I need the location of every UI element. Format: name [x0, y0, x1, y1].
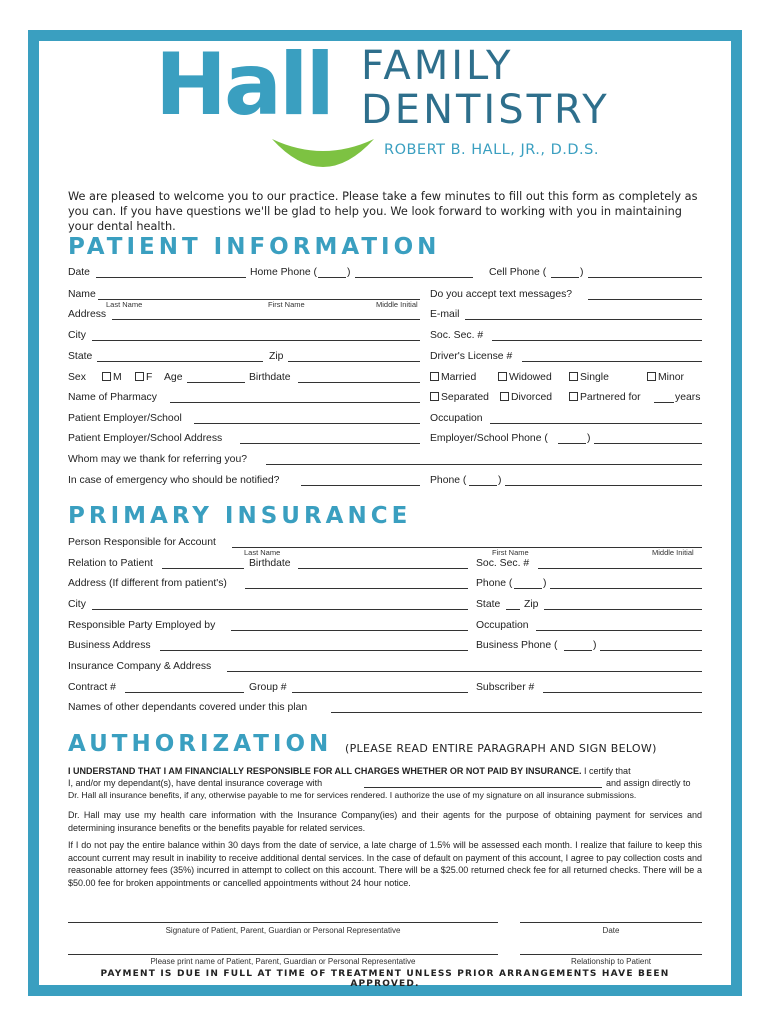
ins-birthdate-label: Birthdate — [249, 558, 291, 569]
patient-information-heading: PATIENT INFORMATION — [68, 234, 441, 260]
benefits-text: Dr. Hall all insurance benefits, if any, otherwise payable to me for services rendered. I authorize the use of my signature on all insurance submissions. — [68, 790, 637, 800]
years-label: years — [675, 392, 701, 403]
zip-label: Zip — [269, 351, 284, 362]
logo-family-text: FAMILY — [361, 43, 514, 89]
business-phone-close: ) — [593, 640, 597, 651]
date-label: Date — [68, 267, 90, 278]
financial-responsibility-statement: I UNDERSTAND THAT I AM FINANCIALLY RESPONSIBLE FOR ALL CHARGES WHETHER OR NOT PAID BY INSURANCE. — [68, 766, 582, 776]
single-option[interactable] — [569, 372, 609, 384]
city-label: City — [68, 330, 86, 341]
pharmacy-label: Name of Pharmacy — [68, 392, 157, 403]
drivers-license-label: Driver's License # — [430, 351, 513, 362]
emergency-label: In case of emergency who should be notified? — [68, 475, 280, 486]
middle-initial-hint: Middle Initial — [376, 300, 418, 309]
home-phone-close: ) — [347, 267, 351, 278]
logo-dentistry-text: DENTISTRY — [361, 87, 610, 133]
checkbox-icon — [500, 392, 509, 401]
logo-hall-wordmark: Hall — [155, 35, 332, 135]
checkbox-icon — [569, 372, 578, 381]
cell-phone-close: ) — [580, 267, 584, 278]
name-label: Name — [68, 289, 96, 300]
checkbox-icon — [430, 392, 439, 401]
employer-address-label: Patient Employer/School Address — [68, 433, 223, 444]
employed-by-field[interactable] — [231, 630, 468, 631]
referral-field[interactable] — [266, 464, 702, 465]
birthdate-label: Birthdate — [249, 372, 291, 383]
ins-occupation-field[interactable] — [536, 630, 702, 631]
ins-phone-area-field[interactable] — [514, 588, 542, 589]
business-phone-field[interactable] — [600, 650, 702, 651]
checkbox-icon — [569, 392, 578, 401]
payment-footer: PAYMENT IS DUE IN FULL AT TIME OF TREATMENT UNLESS PRIOR ARRANGEMENTS HAVE BEEN APPROVED. — [100, 969, 670, 989]
employer-label: Patient Employer/School — [68, 413, 182, 424]
address-field[interactable] — [112, 319, 420, 320]
ins-phone-field[interactable] — [550, 588, 702, 589]
smile-logo-icon — [268, 135, 378, 175]
ins-birthdate-field[interactable] — [298, 568, 468, 569]
sex-f-label: F — [146, 372, 153, 383]
ins-last-name-hint: Last Name — [244, 548, 281, 557]
sex-m-option[interactable] — [102, 372, 122, 384]
age-field[interactable] — [187, 382, 245, 383]
city-field[interactable] — [92, 340, 420, 341]
checkbox-icon — [498, 372, 507, 381]
married-option[interactable] — [430, 372, 476, 384]
ins-ssn-field[interactable] — [538, 568, 702, 569]
authorization-note: (PLEASE READ ENTIRE PARAGRAPH AND SIGN BELOW) — [345, 742, 657, 755]
address-label: Address — [68, 309, 107, 320]
business-phone-label: Business Phone ( — [476, 640, 558, 651]
responsible-label: Person Responsible for Account — [68, 537, 216, 548]
ins-address-field[interactable] — [245, 588, 468, 589]
insurance-coverage-text: I, and/or my dependant(s), have dental insurance coverage with — [68, 778, 323, 788]
intro-paragraph: We are pleased to welcome you to our practice. Please take a few minutes to fill out this form as completely as you can. If you have questions we'll be glad to help you. We look forward to working with you in maintaining your dental health. — [68, 190, 698, 233]
divorced-option[interactable] — [500, 392, 552, 404]
checkbox-icon — [430, 372, 439, 381]
ins-occupation-label: Occupation — [476, 620, 529, 631]
dependants-label: Names of other dependants covered under this plan — [68, 702, 308, 713]
text-messages-field[interactable] — [588, 299, 702, 300]
emergency-phone-field[interactable] — [505, 485, 702, 486]
contract-label: Contract # — [68, 682, 116, 693]
minor-label: Minor — [658, 372, 684, 383]
single-label: Single — [580, 372, 609, 383]
relationship-label: Relationship to Patient — [570, 957, 652, 966]
home-phone-field[interactable] — [355, 277, 473, 278]
business-address-field[interactable] — [160, 650, 468, 651]
employer-phone-label: Employer/School Phone ( — [430, 433, 548, 444]
cell-phone-field[interactable] — [588, 277, 702, 278]
insurance-coverage-field[interactable] — [364, 787, 602, 788]
checkbox-icon — [102, 372, 111, 381]
state-field[interactable] — [97, 361, 263, 362]
subscriber-label: Subscriber # — [476, 682, 535, 693]
name-field[interactable] — [98, 299, 420, 300]
partnered-years-field[interactable] — [654, 402, 674, 403]
drivers-license-field[interactable] — [522, 361, 702, 362]
group-field[interactable] — [292, 692, 468, 693]
text-messages-label: Do you accept text messages? — [430, 289, 573, 300]
employer-address-field[interactable] — [240, 443, 420, 444]
authorization-paragraph-1 — [68, 765, 702, 778]
pharmacy-field[interactable] — [170, 402, 420, 403]
employer-phone-area-field[interactable] — [558, 443, 586, 444]
minor-option[interactable] — [647, 372, 684, 384]
printed-name-field[interactable] — [68, 954, 498, 955]
primary-insurance-heading: PRIMARY INSURANCE — [68, 503, 412, 529]
home-phone-area-field[interactable] — [318, 277, 346, 278]
responsible-field[interactable] — [232, 547, 702, 548]
checkbox-icon — [135, 372, 144, 381]
referral-label: Whom may we thank for referring you? — [68, 454, 248, 465]
ins-phone-close: ) — [543, 578, 547, 589]
group-label: Group # — [249, 682, 287, 693]
checkbox-icon — [647, 372, 656, 381]
first-name-hint: First Name — [268, 300, 305, 309]
ins-city-label: City — [68, 599, 86, 610]
signature-date-field[interactable] — [520, 922, 702, 923]
ins-phone-label: Phone ( — [476, 578, 513, 589]
age-label: Age — [164, 372, 183, 383]
cell-phone-area-field[interactable] — [551, 277, 579, 278]
ins-first-name-hint: First Name — [492, 548, 529, 557]
printed-name-label: Please print name of Patient, Parent, Guardian or Personal Representative — [150, 957, 416, 966]
employer-field[interactable] — [194, 423, 420, 424]
sex-m-label: M — [113, 372, 122, 383]
occupation-label: Occupation — [430, 413, 483, 424]
state-label: State — [68, 351, 93, 362]
signature-date-label: Date — [602, 926, 620, 935]
employer-phone-field[interactable] — [594, 443, 702, 444]
ins-zip-label: Zip — [524, 599, 539, 610]
home-phone-label: Home Phone ( — [250, 267, 317, 278]
relation-field[interactable] — [162, 568, 244, 569]
subscriber-field[interactable] — [543, 692, 702, 693]
separated-label: Separated — [441, 392, 489, 403]
birthdate-field[interactable] — [298, 382, 420, 383]
relation-label: Relation to Patient — [68, 558, 153, 569]
relationship-field[interactable] — [520, 954, 702, 955]
contract-field[interactable] — [125, 692, 244, 693]
email-field[interactable] — [465, 319, 702, 320]
ins-address-label: Address (If different from patient's) — [68, 578, 227, 589]
emergency-phone-area-field[interactable] — [469, 485, 497, 486]
partnered-label: Partnered for — [580, 392, 641, 403]
widowed-label: Widowed — [509, 372, 552, 383]
authorization-paragraph-3: If I do not pay the entire balance within 30 days from the date of service, a late charge of 1.5% will be assessed each month. I realize that failure to keep this account current may result in inability to receive additional dental services. In the case of default on payment of this account, I agree to pay collection costs and reasonable attorney fees (35%) incurred in attempt to collect on this account. There will be a $25.00 returned check fee for all returned checks. There will be a $50.00 fee for broken appointments or cancelled appointments without 24 hour notice. — [68, 840, 702, 888]
sex-f-option[interactable] — [135, 372, 152, 384]
assign-text: and assign directly to — [606, 778, 691, 788]
dependants-field[interactable] — [331, 712, 702, 713]
date-field[interactable] — [96, 277, 246, 278]
zip-field[interactable] — [288, 361, 420, 362]
doctor-name: ROBERT B. HALL, JR., D.D.S. — [384, 142, 599, 158]
ins-state-field[interactable] — [506, 609, 520, 610]
ins-middle-initial-hint: Middle Initial — [652, 548, 694, 557]
ins-ssn-label: Soc. Sec. # — [476, 558, 530, 569]
ins-city-field[interactable] — [92, 609, 468, 610]
partnered-option[interactable] — [569, 392, 641, 404]
ssn-field[interactable] — [492, 340, 702, 341]
certify-text: I certify that — [584, 766, 631, 776]
business-address-label: Business Address — [68, 640, 151, 651]
authorization-heading: AUTHORIZATION — [68, 731, 333, 757]
emergency-phone-label: Phone ( — [430, 475, 467, 486]
occupation-field[interactable] — [490, 423, 702, 424]
signature-field[interactable] — [68, 922, 498, 923]
emergency-phone-close: ) — [498, 475, 502, 486]
cell-phone-label: Cell Phone ( — [489, 267, 547, 278]
ssn-label: Soc. Sec. # — [430, 330, 484, 341]
emergency-field[interactable] — [301, 485, 420, 486]
married-label: Married — [441, 372, 477, 383]
sex-label: Sex — [68, 372, 86, 383]
signature-label: Signature of Patient, Parent, Guardian or Personal Representative — [165, 926, 401, 935]
email-label: E-mail — [430, 309, 460, 320]
last-name-hint: Last Name — [106, 300, 143, 309]
insurance-company-label: Insurance Company & Address — [68, 661, 212, 672]
employed-by-label: Responsible Party Employed by — [68, 620, 216, 631]
business-phone-area-field[interactable] — [564, 650, 592, 651]
widowed-option[interactable] — [498, 372, 552, 384]
insurance-company-field[interactable] — [227, 671, 702, 672]
ins-state-label: State — [476, 599, 501, 610]
ins-zip-field[interactable] — [544, 609, 702, 610]
divorced-label: Divorced — [511, 392, 552, 403]
separated-option[interactable] — [430, 392, 489, 404]
employer-phone-close: ) — [587, 433, 591, 444]
authorization-paragraph-2: Dr. Hall may use my health care information with the Insurance Company(ies) and their agents for the purpose of obtaining payment for services and determining insurance benefits or the benefits payable for related services. — [68, 810, 702, 833]
